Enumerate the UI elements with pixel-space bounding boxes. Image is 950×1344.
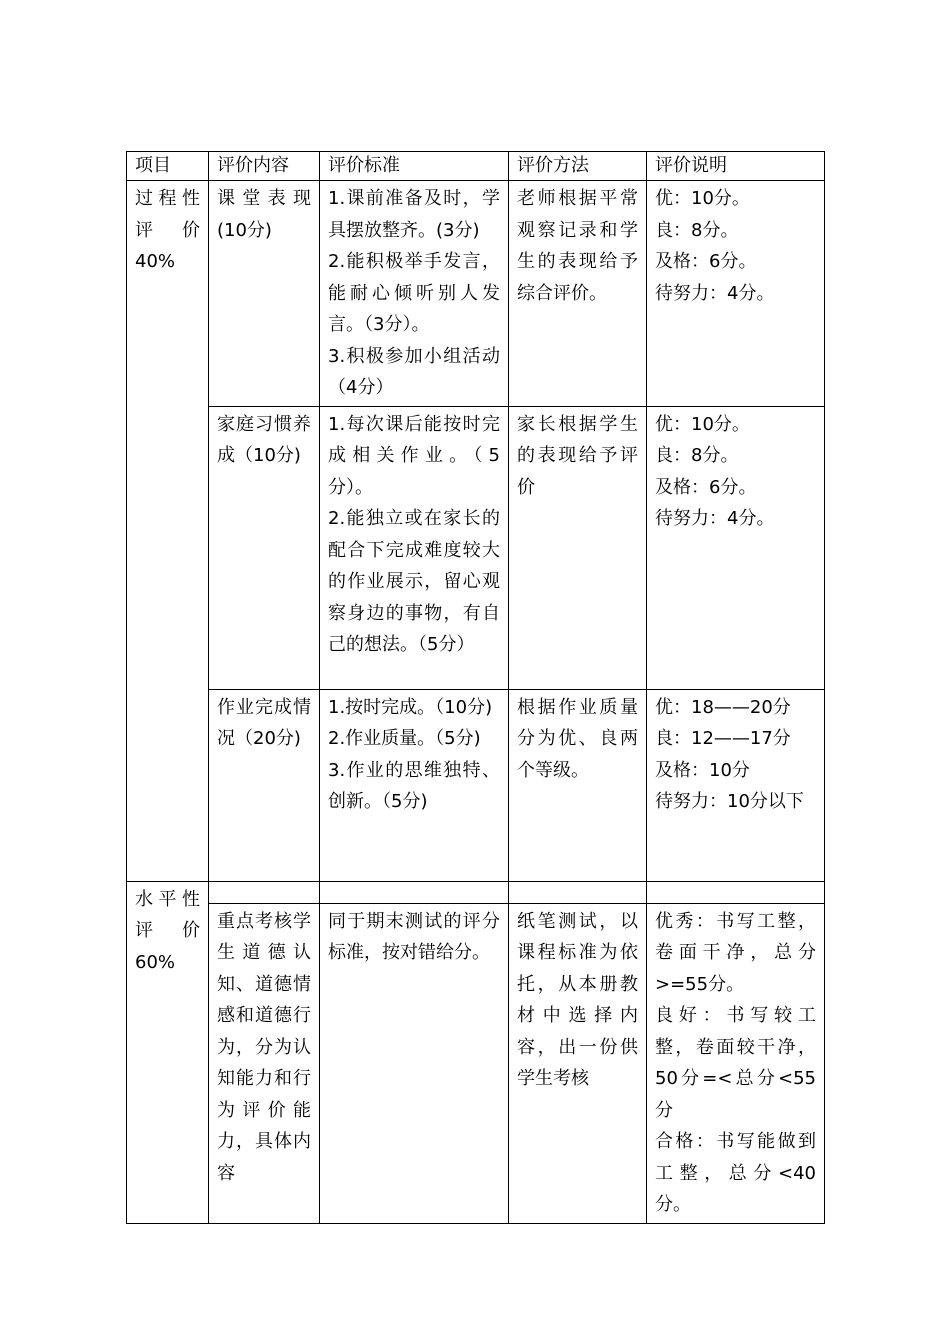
evaluation-table: [126, 151, 825, 1224]
description-line: 及格：6分。: [655, 476, 757, 498]
header-criteria: 评价标准: [320, 152, 509, 181]
description-line: 良好：书写较工整，卷面较干净，50分=<总分<55分: [655, 1005, 816, 1121]
criteria-cell: [320, 689, 509, 881]
level-evaluation-title: 水平性评 价60%: [127, 881, 209, 1223]
description-line: 优：10分。: [655, 188, 750, 209]
content-cell: 课堂表现(10分): [209, 181, 320, 407]
criteria-cell: 同于期末测试的评分标准，按对错给分。: [320, 903, 509, 1223]
description-line: 良：8分。: [655, 445, 739, 466]
table-row: [127, 689, 825, 881]
criteria-line: 1.每次课后能按时完成相关作业。（5分）。: [328, 413, 500, 498]
criteria-cell: [320, 406, 509, 689]
table-row: [127, 903, 825, 1223]
description-line: 优：10分。: [655, 413, 750, 435]
content-cell: 家庭习惯养成（10分): [209, 406, 320, 689]
header-description: 评价说明: [647, 152, 825, 181]
description-cell: [647, 181, 825, 407]
description-line: 待努力：4分。: [655, 508, 775, 529]
description-line: 良：12——17分: [655, 728, 791, 749]
description-cell: [647, 903, 825, 1223]
description-line: 良：8分。: [655, 219, 739, 241]
header-content: 评价内容: [209, 152, 320, 181]
table-row: [127, 181, 825, 407]
empty-cell: [320, 881, 509, 903]
description-line: 及格：10分: [655, 759, 750, 781]
description-line: 待努力：10分以下: [655, 791, 804, 812]
method-cell: 纸笔测试，以课程标准为依托，从本册教材中选择内容，出一份供学生考核: [509, 903, 647, 1223]
description-cell: [647, 406, 825, 689]
criteria-line: 2.能独立或在家长的配合下完成难度较大的作业展示，留心观察身边的事物，有自己的想法。（5分）: [328, 508, 500, 655]
description-line: 优：18——20分: [655, 696, 791, 718]
description-cell: [647, 689, 825, 881]
table-row: [127, 881, 825, 903]
content-cell: 作业完成情况（20分): [209, 689, 320, 881]
description-line: 合格：书写能做到工整，总分<40分。: [655, 1131, 816, 1215]
method-cell: 根据作业质量分为优、良两个等级。: [509, 689, 647, 881]
criteria-line: 2.作业质量。（5分): [328, 728, 481, 749]
criteria-line: 1.课前准备及时，学具摆放整齐。(3分): [328, 188, 500, 241]
empty-cell: [209, 881, 320, 903]
empty-cell: [647, 881, 825, 903]
criteria-line: 2.能积极举手发言，能耐心倾听别人发言。（3分）。: [328, 251, 500, 335]
header-item: 项目: [127, 152, 209, 181]
empty-cell: [509, 881, 647, 903]
description-line: 待努力：4分。: [655, 282, 775, 304]
header-method: 评价方法: [509, 152, 647, 181]
criteria-line: 3.积极参加小组活动（4分）: [328, 345, 500, 398]
description-line: 及格：6分。: [655, 251, 757, 272]
method-cell: 老师根据平常观察记录和学生的表现给予综合评价。: [509, 181, 647, 407]
criteria-line: 3.作业的思维独特、创新。（5分): [328, 759, 500, 812]
criteria-line: 1.按时完成。（10分): [328, 696, 493, 718]
method-cell: 家长根据学生的表现给予评价: [509, 406, 647, 689]
header-row: [127, 152, 825, 181]
description-line: 优秀：书写工整，卷面干净，总分>=55分。: [655, 910, 816, 995]
criteria-cell: [320, 181, 509, 407]
content-cell: 重点考核学生道德认知、道德情感和道德行为，分为认知能力和行为评价能力，具体内容: [209, 903, 320, 1223]
process-evaluation-title: 过程性评 价40%: [127, 181, 209, 882]
table-row: [127, 406, 825, 689]
